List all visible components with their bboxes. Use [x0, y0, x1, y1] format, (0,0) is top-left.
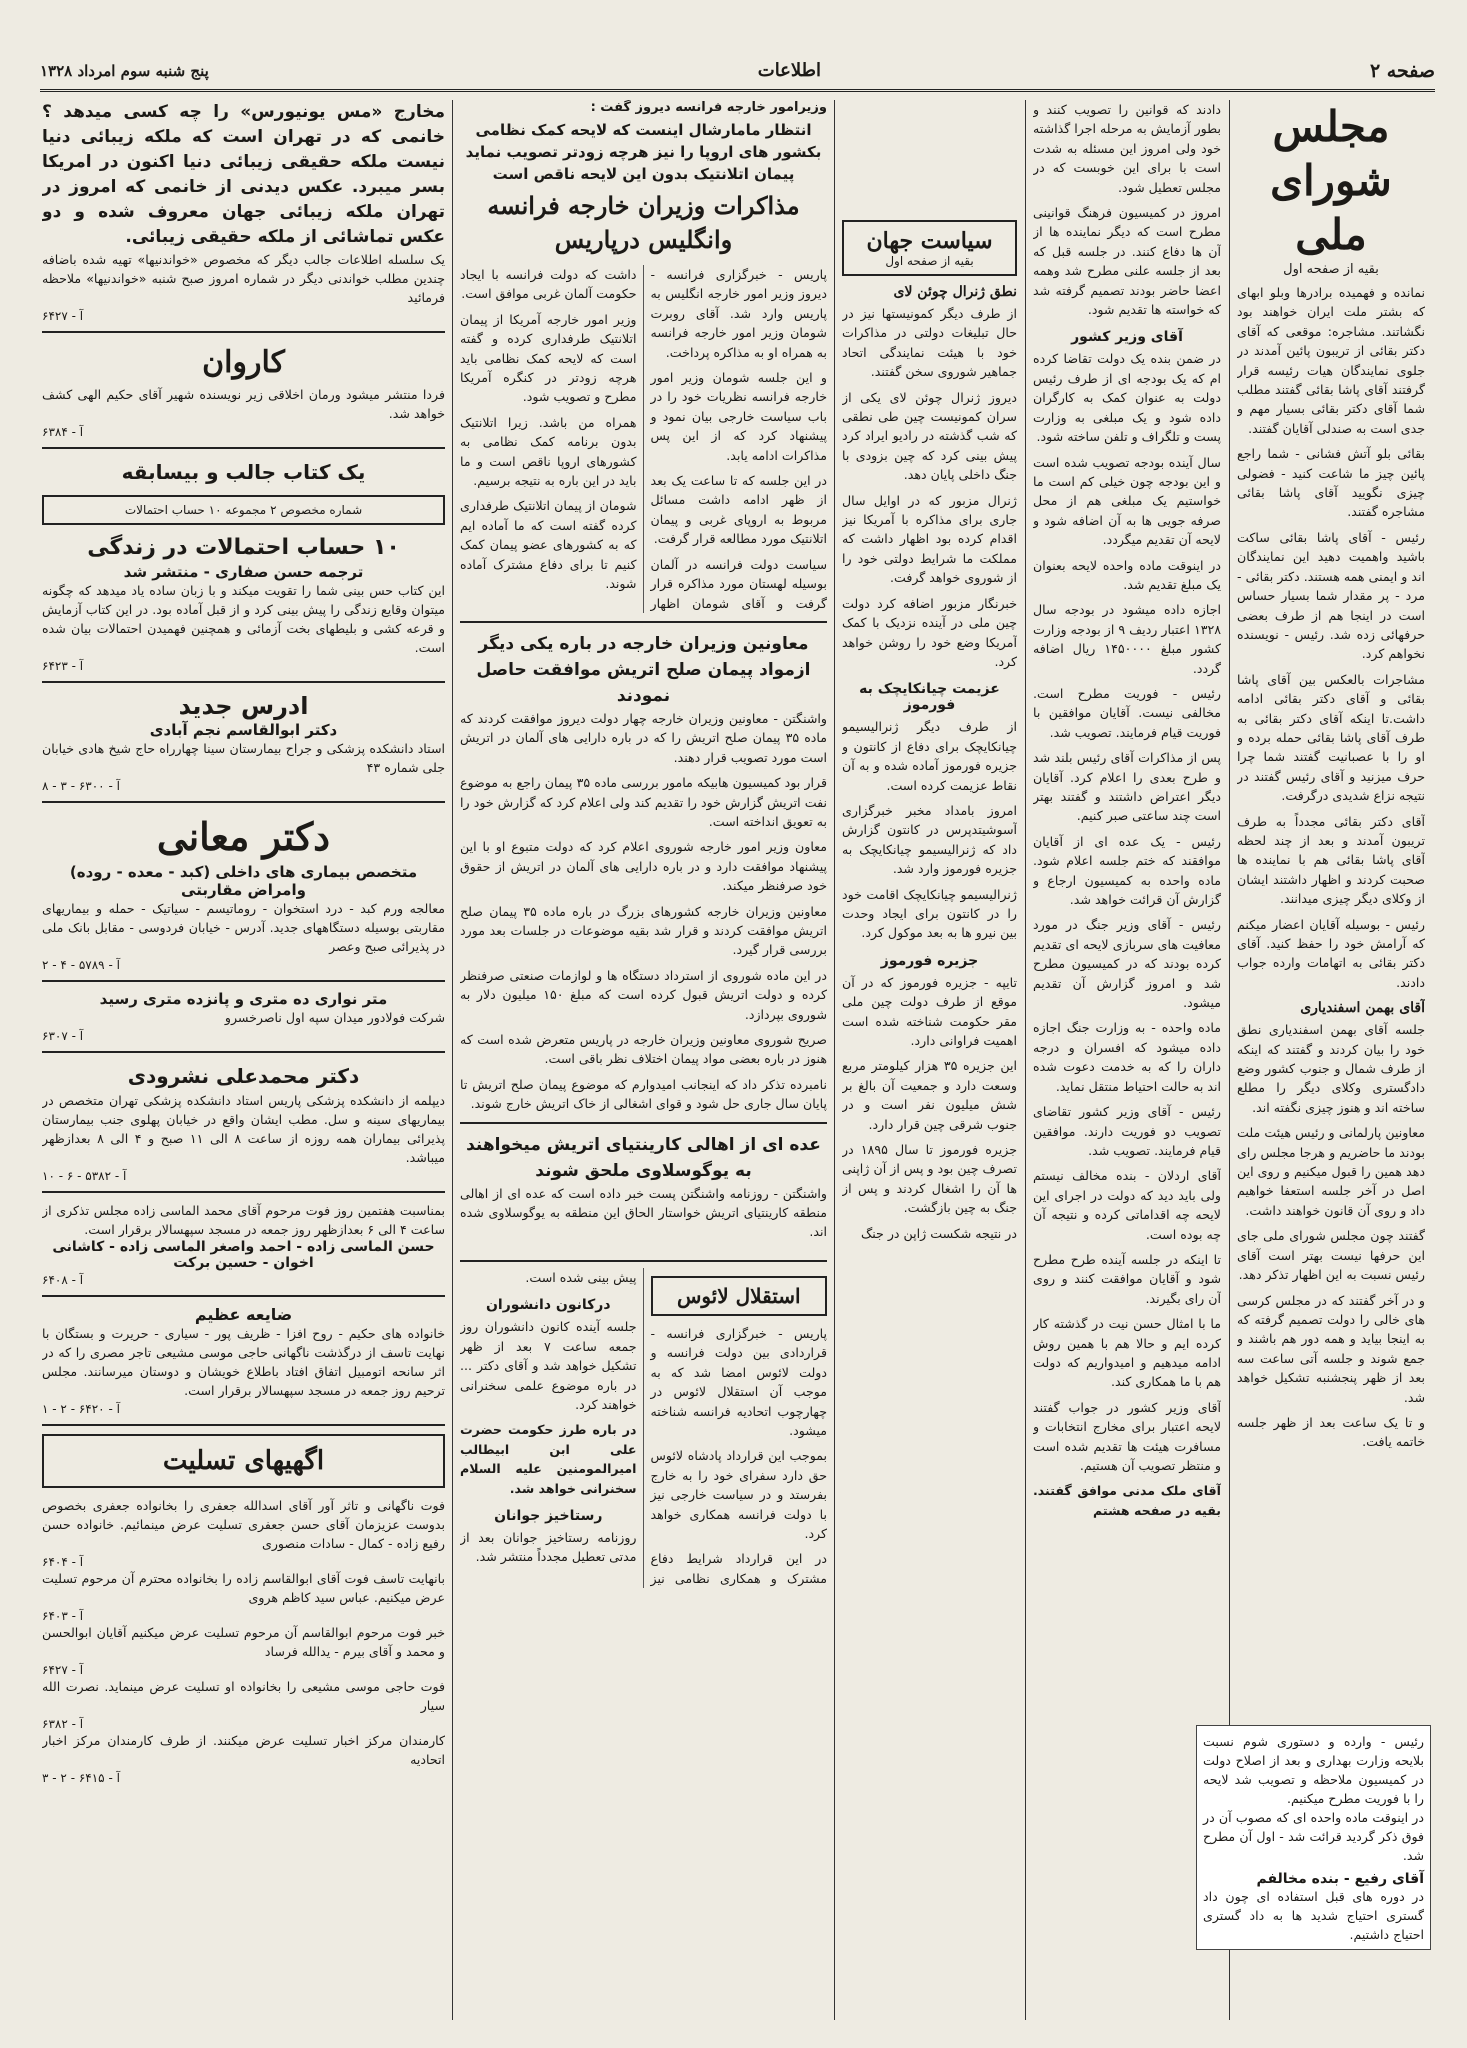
paragraph: ماده واحده - به وزارت جنگ اجازه داده میشود که افسران و درجه داران را که به خدمت دعوت شده اند به حالت احتیاط منتقل نماید. [1033, 1020, 1221, 1094]
ad-subtitle: متخصص بیماری های داخلی (کبد - معده - روده) وامراض مقاربتی [69, 863, 418, 899]
ad-book [42, 457, 445, 673]
paragraph: رئیس - بوسیله آقایان اعضار میکنم که آرامش خود را حفظ کنید. آقای دکتر بقائی به اتهامات وارده جواب دادند. [1237, 916, 1425, 990]
ad-text: خبر فوت مرحوم ابوالقاسم آن مرحوم تسلیت عرض میکنیم آقایان ابوالحسن و محمد و آقای بیرم - یدالله فرساد [42, 1625, 445, 1659]
subheadline: عده ای از اهالی کارینتیای اتریش میخواهند به یوگوسلاوی ملحق شوند [466, 1134, 821, 1181]
paragraph: ژنرالیسیمو چیانکایچک اقامت خود را در کانتون برای ایجاد وحدت بین نیرو ها به بعد موکول کرد. [842, 886, 1017, 941]
ad-code: آ - ۶۴۰۸ [42, 1273, 84, 1287]
paragraph: جزیره فورموز تا سال ۱۸۹۵ در تصرف چین بود و پس از آن ژاپنی ها آن را اشغال کردند و پس از جنگ به چین بازگشت. [842, 1142, 1017, 1216]
section-header-box [842, 220, 1017, 276]
ad-text: کارمندان مرکز اخبار تسلیت عرض میکنند. از طرف کارمندان مرکز اخبار اتحادیه [42, 1733, 445, 1767]
ad-code: آ - ۶۴۰۳ [42, 1609, 84, 1623]
divider [42, 801, 445, 803]
ad-condolences [42, 1434, 445, 1785]
paragraph: واشنگتن - معاونین وزیران خارجه چهار دولت دیروز موافقت کردند که ماده ۳۵ پیمان صلح اتریش را که در باره دارایی های آلمان در اتریش است مورد تصویب قرار دهند. [460, 710, 827, 765]
paragraph: در این جلسه که تا ساعت یک بعد از ظهر ادامه داشت مسائل مربوط به اروپای غربی و پیمان اتلانتیک مورد مطالعه قرار گرفت. [650, 473, 827, 547]
paragraph: امروز در کمیسیون فرهنگ قوانینی مطرح است که دیگر نماینده ها از آن ها دفاع کنند. در جلسه قبل که بعد از جلسه علنی مطرح شد وهمه اعضا حاضر بودند تصمیم گرفته شد که خواسته ها تقدیم شود. [1033, 205, 1221, 318]
ad-text: این کتاب حس بینی شما را تقویت میکند و با زبان ساده یاد میدهد که چگونه میتوان وقایع زندگی را پیش بینی کرد و از قبل آماده بود. در این کتاب آزمایش و قرعه کشی و بلیطهای بخت آزمائی و همچنین فهمیدن احتمالات بیان شده است. [42, 583, 445, 655]
ad-code: آ - ۶۴۲۳ [42, 659, 84, 673]
ad-title: یک کتاب جالب و بیسابقه [121, 460, 366, 484]
ad-memorial [42, 1201, 445, 1287]
article-body [460, 1268, 827, 1588]
ad-karavan [42, 341, 445, 439]
ad-great-loss [42, 1305, 445, 1416]
paragraph: واشنگتن - روزنامه واشنگتن پست خبر داده است که عده ای از اهالی منطقه کارینتیای اتریش خواستار الحاق این منطقه به یوگوسلاوی شده اند. [460, 1185, 827, 1240]
paragraph: در اینوقت ماده واحده ای که مصوب آن در فوق ذکر گردید قرائت شد - اول آن مطرح شد. [1203, 1810, 1424, 1863]
paragraph: وزیر امور خارجه آمریکا از پیمان اتلانتیک طرفداری کرده و گفته است که لایحه کمک نظامی باید هرچه زودتر در کنگره آمریکا مطرح و تصویب شود. [460, 311, 637, 405]
article-title: استقلال لائوس [651, 1276, 828, 1316]
ad-text: دیپلمه از دانشکده پزشکی پاریس استاد دانشکده پزشکی تهران متخصص در بیماریهای سینه و سل. مطب ایشان واقع در خیابان پهلوی جنب بیمارستان پذیرائی بیماران همه روزه از ساعت ۸ الی ۱۱ صبح و ۴ الی ۸ بعدازظهر میباشد. [42, 1093, 445, 1165]
ad-text: خانواده های حکیم - روح افزا - ظریف پور - سیاری - حریرت و بستگان با نهایت تاسف از درگذشت ناگهانی حاجی موسی مشیعی تاجر مصری را که در اثر سانحه اتومبیل اتفاق افتاد باطلاع خویشان و دوستان میرسانند. مجلس ترحیم روز جمعه در مسجد سپهسالار برقرار است. [42, 1326, 445, 1398]
divider [460, 621, 827, 623]
issue-date: پنج شنبه سوم امرداد ۱۳۲۸ [40, 61, 209, 80]
paragraph: تایپه - جزیره فورموز که در آن موقع از طرف دولت چین ملی مقر حکومت شناخته شده است اهمیت فراوانی دارد. [842, 974, 1017, 1048]
headline: مذاکرات وزیران خارجه فرانسه وانگلیس درپاریس [487, 191, 800, 254]
paragraph: گفتند چون مجلس شورای ملی جای این حرفها نیست بهتر است آقای رئیس نسبت به این اظهار تذکر دهد. [1237, 1228, 1425, 1283]
paragraph: و در آخر گفتند که در مجلس کرسی های خالی را دولت تصمیم گرفته که به اینجا بیاید و همه دور هم باشند و جمع شوند و جلسه آتی ساعت سه بعد از ظهر پنجشنبه تشکیل خواهد شد. [1237, 1292, 1425, 1405]
paragraph: تا اینکه در جلسه آینده طرح مطرح شود و آقایان موافقت کنند و روی آن رای بگیرند. [1033, 1251, 1221, 1306]
paragraph: همراه من باشد. زیرا اتلانتیک بدون برنامه کمک نظامی به کشورهای اروپا ناقص است و ما باید در این باره به نتیجه برسیم. [460, 414, 637, 489]
ad-code: آ - ۶۴۲۷ [42, 1663, 84, 1677]
subheading: آقای بهمن اسفندیاری [1300, 1000, 1425, 1017]
paragraph: ما با امثال حسن نیت در گذشته کار کرده ایم و حالا هم با همین روش ادامه میدهیم و امیدواریم که دولت هم با ما همکاری کند. [1033, 1316, 1221, 1390]
divider [42, 980, 445, 982]
paragraph: از طرف دیگر ژنرالیسیمو چیانکایچک برای دفاع از کانتون و جزیره فورموز آماده شده و به آن نقاط عزیمت کرده است. [842, 719, 1017, 793]
page-number: صفحه ۲ [1369, 59, 1435, 82]
ad-new-address [42, 691, 445, 793]
ad-text: فوت حاجی موسی مشیعی را بخانواده او تسلیت عرض مینماید. نصرت الله سیار [42, 1679, 445, 1713]
paragraph: ژنرال مزبور که در اوایل سال جاری برای مذاکره با آمریکا نیز اقدام کرده بود اظهار داشت که مملکت ما شرایط دولتی خود را از شوروی خواهد گرفت. [842, 492, 1017, 586]
subheading: رستاخیز جوانان [494, 1508, 603, 1525]
column-advertisements [42, 100, 445, 2020]
paragraph: جلسه آقای بهمن اسفندیاری نطق خود را بیان کردند و گفتند که اینکه از طرف شمال و جنوب کشور وضع دادگستری وکلای دیگر را مطلع ساخته اند و هنوز چیزی نگفته اند. [1237, 1022, 1425, 1115]
continued-note: بقیه از صفحه اول [885, 254, 974, 268]
paragraph: سیاست دولت فرانسه در آلمان بوسیله لهستان مورد مذاکره قرار گرفت و آقای شومان اظهار داشت که دولت فرانسه با ایجاد حکومت آلمان غربی موافق است. [460, 267, 827, 611]
deck: انتظار مامارشال اینست که لایحه کمک نظامی بکشور های اروپا را نیز هرچه زودتر تصویب نماید پیمان اتلانتیک بدون این لایحه ناقص است [465, 121, 822, 183]
ad-code: آ - ۶۳۸۴ [42, 425, 84, 439]
ad-text: یک سلسله اطلاعات جالب دیگر که مخصوص «خواندنیها» تهیه شده باضافه چندین مطلب خواندنی دیگر در شماره امروز صبح شنبه «خواندنیها» ملاحظه فرمائید [42, 252, 445, 305]
paragraph: آقای اردلان - بنده مخالف نیستم ولی باید دید که دولت در اجرای این لایحه چه اقداماتی کرده و نتیجه آن چه بوده است. [1033, 1168, 1221, 1242]
ad-code: آ - ۵۳۸۲ - ۶ - ۱۰ [42, 1169, 127, 1183]
continued-note: بقیه از صفحه اول [1283, 262, 1379, 277]
kicker: وزیرامور خارجه فرانسه دیروز گفت : [590, 100, 827, 115]
ad-title: اگهیهای تسلیت [42, 1434, 445, 1488]
ad-names: حسن الماسی زاده - احمد واصغر الماسی زاده - کاشانی [52, 1239, 435, 1255]
ad-code: آ - ۶۴۰۴ [42, 1555, 84, 1569]
ad-text: بانهایت تاسف فوت آقای ابوالقاسم زاده را بخانواده محترم آن مرحوم تسلیت عرض میکنیم. عباس سید کاظم هروی [42, 1571, 445, 1605]
ad-code: آ - ۶۴۲۰ - ۲ - ۱ [42, 1402, 120, 1416]
ad-khandaniha [42, 100, 445, 323]
paragraph: خبرنگار مزبور اضافه کرد دولت چین ملی در آینده نزدیک با کمک آمریکا وضع خود را روشن خواهد کرد. [842, 595, 1017, 669]
subheading: آقای رفیع - بنده مخالفم [1256, 1871, 1424, 1887]
paragraph: رئیس - آقای وزیر جنگ در مورد معافیت های سربازی لایحه ای تقدیم کرده بودند که در کمیسیون مطرح شد و امروز گزارش آن تقدیم میشود. [1033, 917, 1221, 1011]
paragraph: جلسه آینده کانون دانشوران روز جمعه ساعت ۷ بعد از ظهر تشکیل خواهد شد و آقای دکتر ... در باره موضوع علمی سخنرانی خواهند کرد. [460, 1319, 637, 1413]
paragraph: رئیس - آقای پاشا بقائی ساکت باشید واهمیت دهید این نمایندگان اند و ایمنی همه هستند. دکتر بقائی - مرد - پر مقدار شما بسیار حساس است در اینجا هم از طرف بعضی حرفهائی زده شد. رئیس - نویسنده نخواهم کرد. [1237, 529, 1425, 662]
ad-code: آ - ۶۴۱۵ - ۲ - ۳ [42, 1771, 120, 1785]
subheading: نطق ژنرال چوئن لای [893, 284, 1017, 300]
column-rule [834, 100, 835, 2020]
divider [460, 1122, 827, 1124]
paragraph: معاونین وزیران خارجه کشورهای بزرگ در باره ماده ۳۵ پیمان صلح اتریش موافقت کردند و قرار شد بقیه موضوعات در جلسات بعد مورد بررسی قرار گیرد. [460, 903, 827, 958]
paragraph: معاونین پارلمانی و رئیس هیئت ملت بودند ما حاضریم و هرجا مجلس رای دهد همین را قبول میکنیم و روی این اصل در آخر جلسه استعفا خواهیم داد و روی آن قانون خواهند داشت. [1237, 1125, 1425, 1218]
ad-headline: مخارج «مس یونیورس» را چه کسی میدهد ؟ خانمی که در تهران است که ملکه زیبائی دنیا نیست ملکه حقیقی زیبائی دنیا اکنون در امریکا بسر میبرد. عکس دیدنی از خانمی که امروز در تهران ملکه زیبائی جهان معروف شده و دو عکس تماشائی از ملکه حقیقی زیبائی. [42, 102, 445, 247]
paragraph: در این ماده شوروی از استرداد دستگاه ها و لوازمات صنعتی صرفنظر کرده و دولت اتریش قبول کرده است که مبلغ ۱۵۰ میلیون دلار به شوروی بپردازد. [460, 967, 827, 1022]
ad-dr-nashroudi [42, 1061, 445, 1183]
ad-title: ضایعه عظیم [194, 1305, 293, 1324]
paragraph: معاون وزیر امور خارجه شوروی اعلام کرد که دولت متبوع او با این پیشنهاد موافقت دارد و در باره دارایی های آلمان در اتریش از حقوق خود صرفنظر میکند. [460, 839, 827, 894]
ad-title: دکتر معانی [156, 814, 331, 859]
ad-code: آ - ۵۷۸۹ - ۴ - ۲ [42, 958, 120, 972]
paragraph: رئیس - یک عده ای از آقایان موافقند که ختم جلسه اعلام شود. ماده واحده به کمیسیون ارجاع و گزارش آن قرائت خواهد شد. [1033, 833, 1221, 908]
ad-code: آ - ۶۳۰۰ - ۳ - ۸ [42, 779, 120, 793]
paragraph: و این جلسه شومان وزیر امور خارجه فرانسه نظریات خود را در باب سیاست خارجی بیان نمود و پیشنهاد کرد که از این پس مذاکرات ادامه یابد. [650, 370, 827, 463]
paragraph: اجازه داده میشود در بودجه سال ۱۳۲۸ اعتبار ردیف ۹ از بودجه وزارت کشور مبلغ ۱۴۵۰۰۰۰ ریال اضافه گردد. [1033, 602, 1221, 676]
ad-name: دکتر ابوالقاسم نجم آبادی [149, 721, 338, 739]
ad-code: آ - ۶۴۲۷ [42, 309, 84, 323]
ad-text: استاد دانشکده پزشکی و جراح بیمارستان سینا چهارراه حاج شیخ هادی خیابان جلی شماره ۴۳ [42, 741, 445, 775]
paragraph: سال آینده بودجه تصویب شده است و این بودجه چون خیلی کم است ما خواستیم یک مبلغی هم از محل صرفه جویی ها به آن اضافه شود و لایحه آن تقدیم میگردد. [1033, 454, 1221, 548]
paragraph: آقای ملک مدنی موافق گفتند. بقیه در صفحه هشتم [1033, 1483, 1221, 1518]
paragraph: دادند که قوانین را تصویب کنند و بطور آزمایش به مرحله اجرا گذاشته خود ولی امروز این مسئله به شدت است با برای این خوبست که در مجلس تعطیل شود. [1033, 102, 1221, 195]
paragraph: پاریس - خبرگزاری فرانسه - قراردادی بین دولت فرانسه و دولت لائوس امضا شد که به موجب آن استقلال لائوس در چهارچوب اتحادیه فرانسه شناخته میشود. [650, 1326, 827, 1439]
ad-title: ادرس جدید [178, 692, 309, 720]
paragraph: در دوره های قبل استفاده ای چون داد گستری احتیاج شدید ها به داد گستری احتیاج داشتیم. [1203, 1889, 1424, 1942]
paragraph: پاریس - خبرگزاری فرانسه - دیروز وزیر امور خارجه انگلیس به پاریس وارد شد. آقای روبرت شومان وزیر امور خارجه فرانسه به همراه او به مذاکره پرداخت. [650, 267, 827, 360]
paragraph: از طرف دیگر کمونیستها نیز در حال تبلیغات دولتی در مذاکرات خود با هیئت نمایندگی اتحاد جماهیر شوروی سخن گفتند. [842, 306, 1017, 380]
inset-block [1196, 1725, 1431, 1950]
column-rule [1025, 100, 1026, 2020]
ad-measuring-tape [42, 990, 445, 1043]
paragraph: در باره طرز حکومت حضرت علی ابن ابیطالب امیرالمومنین علیه السلام سخنرانی خواهد شد. [460, 1422, 637, 1496]
paragraph: و تا یک ساعت بعد از ظهر جلسه خاتمه یافت. [1237, 1414, 1425, 1450]
ad-subtitle: ترجمه حسن صفاری - منتشر شد [123, 563, 364, 581]
paragraph: این جزیره ۳۵ هزار کیلومتر مربع وسعت دارد و جمعیت آن بالغ بر شش میلیون نفر است و در جنوب شرقی چین قرار دارد. [842, 1058, 1017, 1132]
paragraph: بموجب این قرارداد پادشاه لائوس حق دارد سفرای خود را به خارج بفرستد و در سیاست خارجی نیز با دولت فرانسه همکاری خواهد کرد. [650, 1448, 827, 1542]
ad-text: معالجه ورم کبد - درد استخوان - روماتیسم - سیاتیک - حمله و بیماریهای مقاربتی بوسیله دستگاههای جدید. آدرس - خیابان فردوسی - مقابل بانک ملی در پذیرائی صبح وعصر [42, 901, 445, 954]
paragraph: رئیس - فوریت مطرح است. مخالفی نیست. آقایان موافقین با فوریت قیام فرمایند. تصویب شد. [1033, 685, 1221, 740]
paragraph: شومان از پیمان اتلانتیک طرفداری کرده گفته است که ما آماده ایم که به کشورهای عضو پیمان کمک کنیم تا برای دفاع مشترک آماده شوند. [460, 498, 637, 592]
section-title: سیاست جهان [866, 228, 993, 254]
paragraph: روزنامه رستاخیز جوانان بعد از مدتی تعطیل مجدداً منتشر شد. [460, 1530, 637, 1565]
subheadline: معاونین وزیران خارجه در باره یکی دیگر ازمواد پیمان صلح اتریش موافقت حاصل نمودند [476, 633, 811, 706]
article-body [460, 265, 827, 613]
column-world-politics [842, 100, 1017, 2020]
subheading: آقای وزیر کشور [1071, 329, 1183, 346]
ad-dr-maani [42, 811, 445, 972]
paragraph: رئیس - وارده و دستوری شوم نسبت بلایحه وزارت بهداری و بعد از اصلاح دولت در کمیسیون ملاحظه و تصویب شد لایحه را با فوریت مطرح میکنیم. [1203, 1734, 1424, 1806]
divider [42, 447, 445, 449]
ad-text: بمناسبت هفتمین روز فوت مرحوم آقای محمد الماسی زاده مجلس تذکری از ساعت ۴ الی ۶ بعدازظهر روز جمعه در مسجد سپهسالار برقرار است. [42, 1203, 445, 1237]
paragraph: نمانده و فهمیده برادرها وبلو ابهای که بشتر ملت ایران خواهند بود نگشاتند. مشاجره: موقعی که آقای دکتر بقائی از تریبون پائین آمدند در جلوی نمایندگان هیات رئیسه قرار گرفتند آقای پاشا بقائی گفتند مطلب شما آقای دکتر بقائی بسیار مهم و جدی است به صندلی آقایان گفتند. [1237, 285, 1425, 436]
ad-names: اخوان - حسین برکت [173, 1255, 314, 1271]
ad-title: دکتر محمدعلی نشرودی [127, 1064, 360, 1088]
ad-text: شرکت فولادور میدان سپه اول ناصرخسرو [224, 1010, 445, 1025]
paragraph: در این قرارداد شرایط دفاع مشترک و همکاری نظامی نیز پیش بینی شده است. [525, 1270, 827, 1586]
subheading: جزیره فورموز [880, 952, 979, 969]
column-foreign-ministers [460, 100, 827, 1250]
column-rule [452, 100, 453, 2020]
ad-title: ۱۰ حساب احتمالات در زندگی [87, 535, 400, 560]
paragraph: دیروز ژنرال چوئن لای یکی از سران کمونیست چین طی نطقی که شب گذشته در رادیو ایراد کرد پیش بینی کرد که چین بزودی با جنگ داخلی پایان دهد. [842, 389, 1017, 483]
divider [42, 1051, 445, 1053]
divider [42, 1424, 445, 1426]
divider [42, 331, 445, 333]
ad-text: فردا منتشر میشود ورمان اخلاقی زیر نویسنده شهیر آقای حکیم الهی کشف خواهد شد. [42, 387, 445, 421]
subheading: عزیمت چیانکایچک به فورموز [859, 681, 1000, 714]
newspaper-name: اطلاعات [757, 60, 821, 81]
paragraph: رئیس - آقای وزیر کشور تقاضای تصویب دو فوریت دارند. موافقین قیام فرمایند. تصویب شد. [1033, 1104, 1221, 1158]
ad-title: کاروان [202, 345, 285, 380]
subheading: درکانون دانشوران [485, 1297, 611, 1314]
paragraph: در ضمن بنده یک دولت تقاضا کرده ام که یک بودجه ای از طرف رئیس دولت به عنوان کمک به کارگران داده شود و یک مبلغی به وزارت پست و تلگراف و تلفن ساخته شود. [1033, 351, 1221, 445]
paragraph: آقای وزیر کشور در جواب گفتند لایحه اعتبار برای مخارج انتخابات و مسافرت هیئت ها تقدیم شده است و منتظر تصویب آن هستیم. [1033, 1399, 1221, 1473]
masthead [40, 52, 1435, 92]
paragraph: امروز بامداد مخبر خبرگزاری آسوشیتدپرس در کانتون گزارش داد که ژنرالیسیمو چیانکایچک به جزیره فورموز وارد شد. [842, 802, 1017, 877]
ad-code: آ - ۶۳۰۷ [42, 1029, 84, 1043]
ad-text: فوت ناگهانی و تاثر آور آقای اسدالله جعفری را بخانواده جعفری بخصوص بدوست عزیزمان آقای حسن جعفری تسلیت عرض مینمائیم. خانواده حسن رفیع زاده - کمال - سادات منصوری [42, 1498, 445, 1551]
ad-code: آ - ۶۳۸۲ [42, 1717, 84, 1731]
divider [42, 1295, 445, 1297]
paragraph: مشاجرات بالعکس بین آقای پاشا بقائی و آقای دکتر بقائی ادامه داشت.تا اینکه آقای دکتر بقائی به طرف آقای پاشا بقائی حمله برده و او را با عصبانیت گفتند شما چرا حرف میزنید و آقای رئیس گفتند در نتیجه نزاع شدیدی درگرفت. [1237, 671, 1425, 804]
paragraph: آقای دکتر بقائی مجدداً به طرف تریبون آمدند و بعد از چند لحظه آقای پاشا بقائی هم با نماینده ها صحبت کردند و اظهار داشتند ایشان از وکلای دیگر چیزی میدانند. [1237, 813, 1425, 907]
divider [42, 1191, 445, 1193]
paragraph: صریح شوروی معاونین وزیران خارجه در پاریس متعرض شده است که هنوز در باره بعضی مواد پیمان اختلاف نظر باقی است. [460, 1032, 827, 1067]
paragraph: قرار بود کمیسیون هابیکه مامور بررسی ماده ۳۵ پیمان راجع به موضوع نفت اتریش گزارش خود را تقدیم کند ولی اعلام کرد که گزارش خود را به تعویق انداخته است. [460, 775, 827, 829]
ad-box: شماره مخصوص ۲ مجموعه ۱۰ حساب احتمالات [42, 495, 445, 525]
paragraph: بقائی بلو آتش فشانی - شما راجع پائین چیز ما شاعت کنید - فضولی چیزی نگویید آقای پاشا بقائی مشاجره گفتند. [1237, 446, 1425, 520]
paragraph: نامبرده تذکر داد که اینجانب امیدوارم که موضوع پیمان صلح اتریش تا پایان سال جاری حل شود و قوای اشغالی از خاک اتریش خارج شوند. [460, 1076, 827, 1112]
divider [42, 681, 445, 683]
ad-title: متر نواری ده متری و پانزده متری رسید [99, 990, 388, 1008]
column-parliament-cont [1033, 100, 1221, 2020]
column-laos [460, 1260, 827, 2020]
paragraph: در نتیجه شکست ژاپن در جنگ [860, 1225, 1017, 1241]
paragraph: پس از مذاکرات آقای رئیس بلند شد و طرح بعدی را اعلام کرد. آقایان دیگر اعتراض داشتند و گفتند بهتر است چند ساعتی صبر کنیم. [1033, 750, 1221, 824]
article-title: مجلس شورای ملی [1270, 102, 1392, 259]
paragraph: در اینوقت ماده واحده لایحه بعنوان یک مبلغ تقدیم شد. [1033, 557, 1221, 592]
